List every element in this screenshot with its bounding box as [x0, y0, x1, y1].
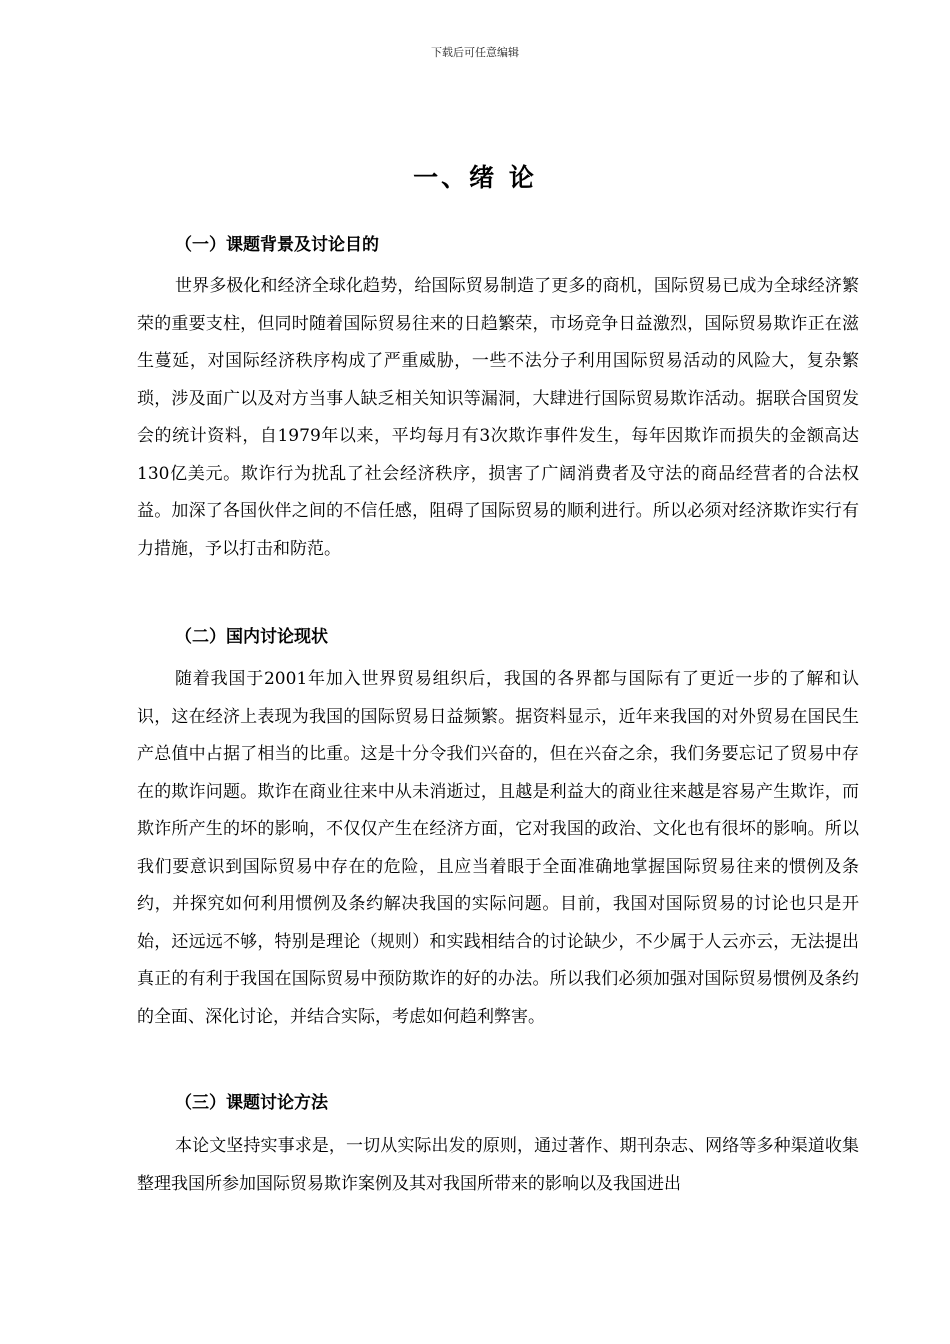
paragraph-domestic-status: 随着我国于2001年加入世界贸易组织后，我国的各界都与国际有了更近一步的了解和认识，这在经济上表现为我国的国际贸易日益频繁。据资料显示，近年来我国的对外贸易在国民生产总值中占据了相当的比重。这是十分令我们兴奋的，但在兴奋之余，我们务要忘记了贸易中存在的欺诈问题。欺诈在商业往来中从未消逝过，且越是利益大的商业往来越是容易产生欺诈，而欺诈所产生的坏的影响，不仅仅产生在经济方面，它对我国的政治、文化也有很坏的影响。所以我们要意识到国际贸易中存在的危险，且应当着眼于全面准确地掌握国际贸易往来的惯例及条约，并探究如何利用惯例及条约解决我国的实际问题。目前，我国对国际贸易的讨论也只是开始，还远远不够，特别是理论（规则）和实践相结合的讨论缺少，不少属于人云亦云，无法提出真正的有利于我国在国际贸易中预防欺诈的好的办法。所以我们必须加强对国际贸易惯例及条约的全面、深化讨论，并结合实际，考虑如何趋利弊害。: [137, 669, 859, 1027]
chapter-title: 一、绪 论: [413, 163, 537, 192]
paragraph-background: 世界多极化和经济全球化趋势，给国际贸易制造了更多的商机，国际贸易已成为全球经济繁荣的重要支柱，但同时随着国际贸易往来的日趋繁荣，市场竞争日益激烈，国际贸易欺诈正在滋生蔓延，对国际经济秩序构成了严重威胁，一些不法分子利用国际贸易活动的风险大，复杂繁琐，涉及面广以及对方当事人缺乏相关知识等漏洞，大肆进行国际贸易欺诈活动。据联合国贸发会的统计资料，自1979年以来，平均每月有3次欺诈事件发生，每年因欺诈而损失的金额高达130亿美元。欺诈行为扰乱了社会经济秩序，损害了广阔消费者及守法的商品经营者的合法权益。加深了各国伙伴之间的不信任感，阻碍了国际贸易的顺利进行。所以必须对经济欺诈实行有力措施，予以打击和防范。: [137, 276, 859, 559]
section-heading-domestic-status: （二）国内讨论现状: [175, 627, 328, 647]
section-heading-methods: （三）课题讨论方法: [175, 1093, 328, 1113]
header-note: 下载后可任意编辑: [431, 46, 519, 59]
section-heading-background: （一）课题背景及讨论目的: [175, 235, 379, 255]
paragraph-methods: 本论文坚持实事求是，一切从实际出发的原则，通过著作、期刊杂志、网络等多种渠道收集整理我国所参加国际贸易欺诈案例及其对我国所带来的影响以及我国进出: [137, 1136, 859, 1194]
